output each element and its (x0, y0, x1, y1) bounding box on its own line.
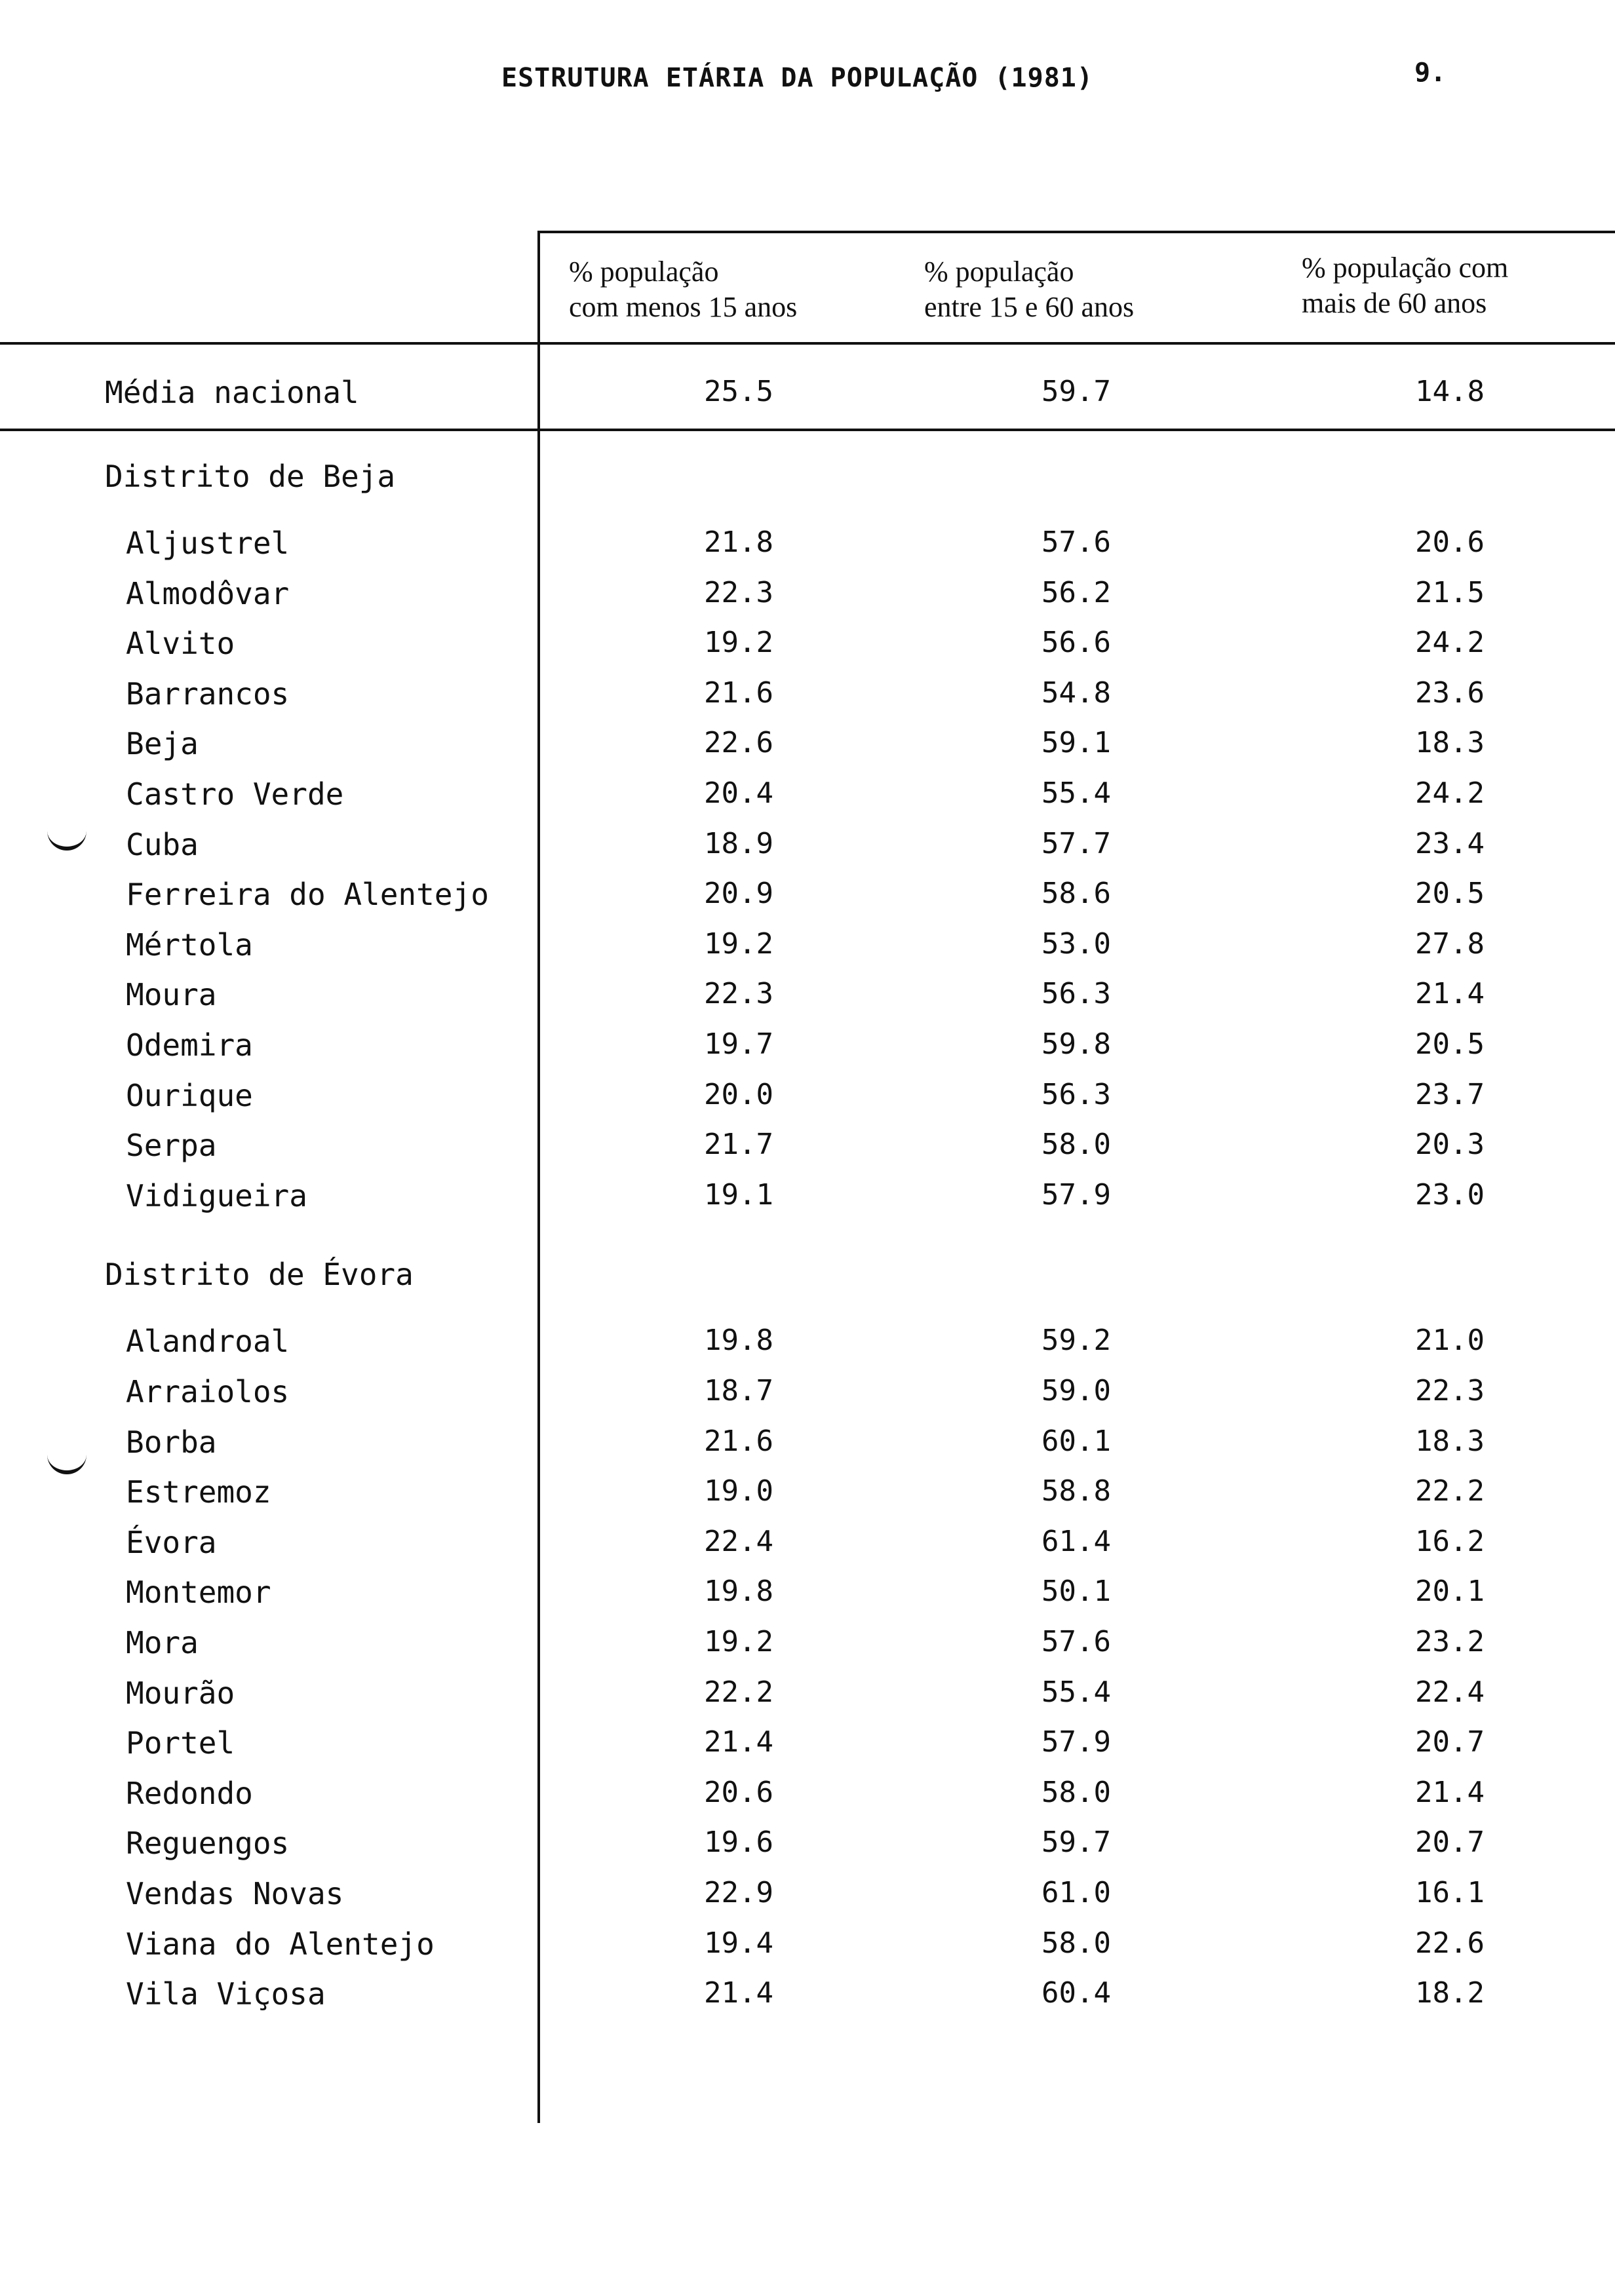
table-row (0, 626, 1615, 672)
municipality-name: Viana do Alentejo (126, 1926, 435, 1962)
value-15-to-60: 58.6 (1041, 877, 1111, 910)
value-15-to-60: 59.7 (1041, 375, 1111, 408)
national-bottom-rule (0, 429, 1615, 431)
district-heading-row (0, 459, 1615, 505)
value-15-to-60: 59.1 (1041, 726, 1111, 759)
table-row (0, 726, 1615, 772)
value-over-60: 23.4 (1415, 827, 1485, 860)
municipality-name: Reguengos (126, 1826, 290, 1861)
table-row (0, 827, 1615, 873)
table-row (0, 1027, 1615, 1073)
value-under-15: 22.2 (704, 1675, 773, 1709)
municipality-name: Évora (126, 1525, 217, 1560)
district-label: Distrito de Beja (105, 459, 396, 494)
value-under-15: 21.8 (704, 526, 773, 559)
municipality-name: Castro Verde (126, 776, 344, 812)
value-under-15: 19.8 (704, 1575, 773, 1608)
margin-check-mark-estremoz (47, 1451, 87, 1474)
value-15-to-60: 54.8 (1041, 676, 1111, 710)
value-over-60: 23.6 (1415, 676, 1485, 710)
column-header-under-15: % população com menos 15 anos (569, 256, 798, 323)
value-15-to-60: 56.6 (1041, 626, 1111, 659)
page-title: ESTRUTURA ETÁRIA DA POPULAÇÃO (1981) (501, 63, 1093, 93)
value-15-to-60: 59.0 (1041, 1374, 1111, 1407)
value-under-15: 19.8 (704, 1324, 773, 1357)
value-under-15: 21.4 (704, 1976, 773, 2010)
value-15-to-60: 57.9 (1041, 1725, 1111, 1759)
municipality-name: Portel (126, 1725, 235, 1761)
table-row (0, 1575, 1615, 1620)
municipality-name: Ferreira do Alentejo (126, 877, 489, 912)
table-row (0, 1525, 1615, 1571)
value-under-15: 22.9 (704, 1876, 773, 1909)
value-over-60: 21.4 (1415, 977, 1485, 1010)
value-15-to-60: 60.4 (1041, 1976, 1111, 2010)
value-15-to-60: 61.0 (1041, 1876, 1111, 1909)
value-over-60: 18.3 (1415, 1425, 1485, 1458)
value-under-15: 19.6 (704, 1826, 773, 1859)
municipality-name: Barrancos (126, 676, 290, 712)
value-under-15: 22.4 (704, 1525, 773, 1558)
value-under-15: 21.4 (704, 1725, 773, 1759)
municipality-name: Serpa (126, 1128, 217, 1163)
municipality-name: Mourão (126, 1675, 235, 1711)
value-under-15: 19.0 (704, 1474, 773, 1508)
value-over-60: 23.7 (1415, 1078, 1485, 1111)
value-under-15: 20.4 (704, 776, 773, 810)
municipality-name: Almodôvar (126, 576, 290, 611)
value-over-60: 22.2 (1415, 1474, 1485, 1508)
municipality-name: Vila Viçosa (126, 1976, 326, 2012)
value-under-15: 22.3 (704, 576, 773, 609)
value-over-60: 20.1 (1415, 1575, 1485, 1608)
value-15-to-60: 60.1 (1041, 1425, 1111, 1458)
value-15-to-60: 57.6 (1041, 526, 1111, 559)
value-over-60: 27.8 (1415, 927, 1485, 961)
municipality-name: Estremoz (126, 1474, 271, 1510)
table-row (0, 1078, 1615, 1124)
table-row (0, 1374, 1615, 1420)
municipality-name: Mértola (126, 927, 253, 963)
column-header-15-to-60: % população entre 15 e 60 anos (924, 256, 1135, 323)
table-row (0, 1324, 1615, 1369)
table-row (0, 877, 1615, 923)
municipality-name: Moura (126, 977, 217, 1012)
value-under-15: 18.7 (704, 1374, 773, 1407)
value-under-15: 21.6 (704, 1425, 773, 1458)
value-under-15: 20.0 (704, 1078, 773, 1111)
district-heading-row (0, 1257, 1615, 1303)
value-over-60: 16.2 (1415, 1525, 1485, 1558)
value-over-60: 23.0 (1415, 1178, 1485, 1212)
table-top-rule (539, 231, 1615, 233)
row-label: Média nacional (105, 375, 359, 410)
table-row (0, 776, 1615, 822)
column-header-over-60: % população com mais de 60 anos (1302, 252, 1509, 319)
value-over-60: 20.5 (1415, 1027, 1485, 1061)
value-under-15: 19.2 (704, 626, 773, 659)
value-15-to-60: 56.2 (1041, 576, 1111, 609)
value-over-60: 14.8 (1415, 375, 1485, 408)
value-over-60: 21.5 (1415, 576, 1485, 609)
value-over-60: 24.2 (1415, 776, 1485, 810)
value-over-60: 20.6 (1415, 526, 1485, 559)
value-15-to-60: 58.0 (1041, 1776, 1111, 1809)
value-15-to-60: 57.6 (1041, 1625, 1111, 1658)
value-15-to-60: 50.1 (1041, 1575, 1111, 1608)
table-row (0, 1826, 1615, 1871)
table-row (0, 1776, 1615, 1822)
value-over-60: 20.7 (1415, 1725, 1485, 1759)
value-under-15: 19.4 (704, 1926, 773, 1960)
municipality-name: Beja (126, 726, 199, 761)
national-average-row (0, 375, 1615, 421)
value-over-60: 20.5 (1415, 877, 1485, 910)
municipality-name: Cuba (126, 827, 199, 862)
value-over-60: 21.4 (1415, 1776, 1485, 1809)
value-over-60: 22.6 (1415, 1926, 1485, 1960)
district-label: Distrito de Évora (105, 1257, 414, 1293)
table-row (0, 526, 1615, 571)
table-row (0, 927, 1615, 973)
table-row (0, 1926, 1615, 1972)
value-over-60: 23.2 (1415, 1625, 1485, 1658)
table-row (0, 1128, 1615, 1174)
header-bottom-rule (0, 342, 1615, 345)
value-15-to-60: 58.8 (1041, 1474, 1111, 1508)
municipality-name: Aljustrel (126, 526, 290, 561)
value-under-15: 20.9 (704, 877, 773, 910)
value-over-60: 18.2 (1415, 1976, 1485, 2010)
value-under-15: 25.5 (704, 375, 773, 408)
value-under-15: 22.6 (704, 726, 773, 759)
municipality-name: Alvito (126, 626, 235, 661)
value-15-to-60: 57.7 (1041, 827, 1111, 860)
value-over-60: 22.3 (1415, 1374, 1485, 1407)
municipality-name: Ourique (126, 1078, 253, 1113)
municipality-name: Alandroal (126, 1324, 290, 1359)
value-under-15: 22.3 (704, 977, 773, 1010)
value-over-60: 22.4 (1415, 1675, 1485, 1709)
value-15-to-60: 59.8 (1041, 1027, 1111, 1061)
value-under-15: 18.9 (704, 827, 773, 860)
value-under-15: 20.6 (704, 1776, 773, 1809)
value-under-15: 19.1 (704, 1178, 773, 1212)
value-under-15: 21.6 (704, 676, 773, 710)
value-15-to-60: 53.0 (1041, 927, 1111, 961)
page-number: 9. (1414, 58, 1447, 88)
value-under-15: 19.2 (704, 1625, 773, 1658)
table-row (0, 1876, 1615, 1922)
value-over-60: 24.2 (1415, 626, 1485, 659)
municipality-name: Vendas Novas (126, 1876, 344, 1911)
value-over-60: 21.0 (1415, 1324, 1485, 1357)
value-over-60: 20.7 (1415, 1826, 1485, 1859)
value-under-15: 21.7 (704, 1128, 773, 1161)
value-15-to-60: 61.4 (1041, 1525, 1111, 1558)
table-row (0, 1725, 1615, 1771)
table-row (0, 1425, 1615, 1470)
municipality-name: Mora (126, 1625, 199, 1660)
value-15-to-60: 59.7 (1041, 1826, 1111, 1859)
value-15-to-60: 59.2 (1041, 1324, 1111, 1357)
table-row (0, 1976, 1615, 2022)
municipality-name: Odemira (126, 1027, 253, 1063)
value-15-to-60: 58.0 (1041, 1128, 1111, 1161)
municipality-name: Arraiolos (126, 1374, 290, 1409)
municipality-name: Vidigueira (126, 1178, 307, 1214)
table-row (0, 1474, 1615, 1520)
value-under-15: 19.2 (704, 927, 773, 961)
table-row (0, 1675, 1615, 1721)
value-over-60: 16.1 (1415, 1876, 1485, 1909)
value-over-60: 18.3 (1415, 726, 1485, 759)
value-15-to-60: 55.4 (1041, 776, 1111, 810)
value-15-to-60: 56.3 (1041, 1078, 1111, 1111)
table-row (0, 676, 1615, 722)
table-row (0, 1625, 1615, 1671)
value-over-60: 20.3 (1415, 1128, 1485, 1161)
value-15-to-60: 56.3 (1041, 977, 1111, 1010)
table-row (0, 977, 1615, 1023)
value-15-to-60: 58.0 (1041, 1926, 1111, 1960)
value-15-to-60: 57.9 (1041, 1178, 1111, 1212)
value-under-15: 19.7 (704, 1027, 773, 1061)
municipality-name: Borba (126, 1425, 217, 1460)
municipality-name: Redondo (126, 1776, 253, 1811)
table-row (0, 1178, 1615, 1224)
value-15-to-60: 55.4 (1041, 1675, 1111, 1709)
table-row (0, 576, 1615, 622)
municipality-name: Montemor (126, 1575, 271, 1610)
